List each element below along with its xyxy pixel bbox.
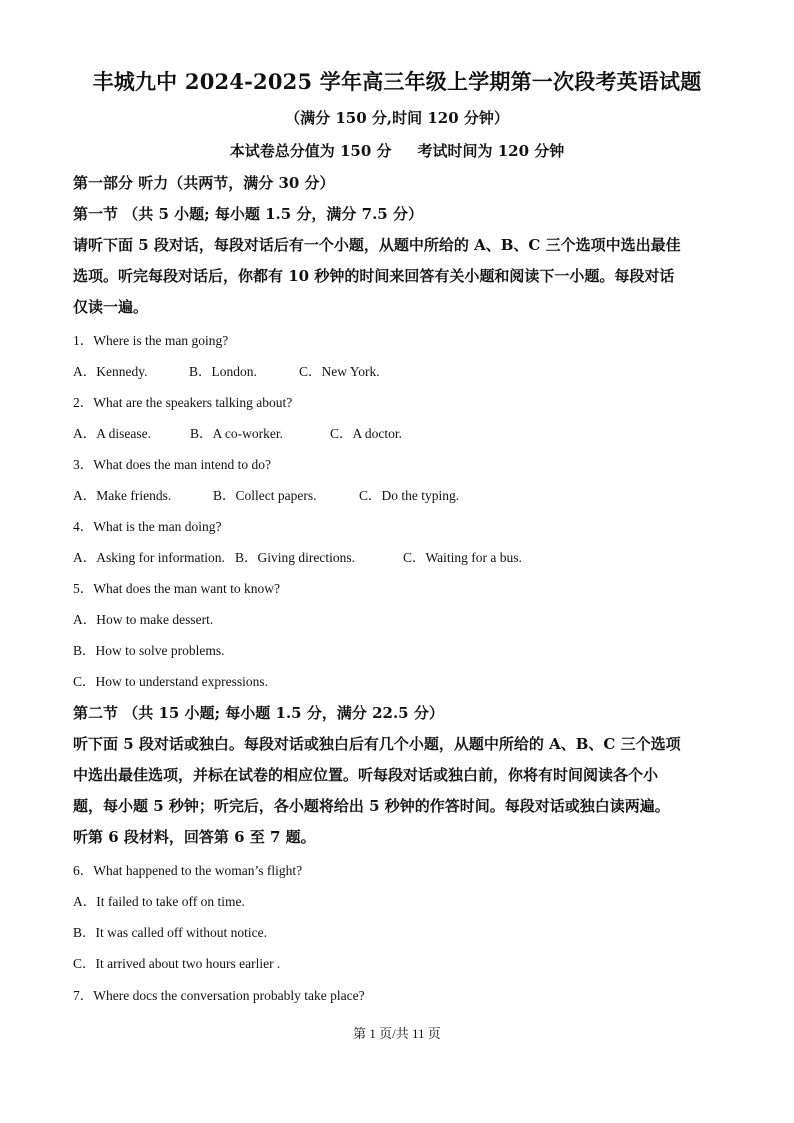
question-6-option-a[interactable]: A．It failed to take off on time. — [73, 894, 245, 909]
section2-instructions-line4: 听第 6 段材料，回答第 6 至 7 题。 — [73, 828, 316, 846]
exam-info — [0, 140, 794, 161]
question-5-option-b[interactable]: B．How to solve problems. — [73, 643, 225, 658]
question-4-option-b[interactable]: B．Giving directions. — [235, 550, 355, 565]
section1-instructions-line2: 选项。听完每段对话后，你都有 10 秒钟的时间来回答有关小题和阅读下一小题。每段对话 — [73, 267, 675, 285]
question-2-stem: 2．What are the speakers talking about? — [73, 395, 293, 410]
question-4-options — [73, 546, 522, 566]
question-6-option-b[interactable]: B．It was called off without notice. — [73, 925, 267, 940]
question-3-stem: 3．What does the man intend to do? — [73, 457, 271, 472]
total-score: 本试卷总分值为 150 分 — [229, 142, 392, 160]
section1-instructions-line3: 仅读一遍。 — [73, 298, 149, 316]
question-3-option-a[interactable]: A．Make friends. — [73, 488, 172, 503]
question-1-option-a[interactable]: A．Kennedy. — [73, 364, 148, 379]
question-4-option-c[interactable]: C．Waiting for a bus. — [403, 550, 522, 565]
question-1-stem: 1．Where is the man going? — [73, 333, 229, 348]
part1-heading: 第一部分 听力（共两节，满分 30 分） — [73, 174, 335, 192]
question-1-option-b[interactable]: B．London. — [189, 364, 257, 379]
exam-subtitle: （满分 150 分,时间 120 分钟） — [285, 109, 509, 127]
section2-instructions-line1: 听下面 5 段对话或独白。每段对话或独白后有几个小题，从题中所给的 A、B、C 三个选项 — [73, 735, 681, 753]
section2-instructions-line2: 中选出最佳选项，并标在试卷的相应位置。听每段对话或独白前，你将有时间阅读各个小 — [73, 766, 659, 784]
section1-instructions-line1: 请听下面 5 段对话，每段对话后有一个小题，从题中所给的 A、B、C 三个选项中选出最佳 — [73, 236, 681, 254]
question-5-stem: 5．What does the man want to know? — [73, 581, 280, 596]
question-4-stem: 4．What is the man doing? — [73, 519, 222, 534]
section1-heading: 第一节 （共 5 小题; 每小题 1.5 分，满分 7.5 分） — [73, 205, 423, 223]
question-2-options — [73, 422, 402, 442]
section2-heading: 第二节 （共 15 小题; 每小题 1.5 分，满分 22.5 分） — [73, 704, 444, 722]
page-footer: 第 1 页/共 11 页 — [353, 1026, 441, 1041]
question-3-options — [73, 484, 459, 504]
question-1-option-c[interactable]: C．New York. — [299, 364, 380, 379]
question-6-stem: 6．What happened to the woman’s flight? — [73, 863, 303, 878]
question-1-options — [73, 360, 380, 380]
section2-instructions-line3: 题，每小题 5 秒钟；听完后，各小题将给出 5 秒钟的作答时间。每段对话或独白读两遍。 — [73, 797, 670, 815]
exam-title: 丰城九中 2024-2025 学年高三年级上学期第一次段考英语试题 — [92, 69, 702, 94]
question-7-stem: 7．Where docs the conversation probably take place? — [73, 988, 365, 1003]
exam-time: 考试时间为 120 分钟 — [417, 142, 565, 160]
question-4-option-a[interactable]: A．Asking for information. — [73, 550, 225, 565]
question-5-option-a[interactable]: A．How to make dessert. — [73, 612, 214, 627]
question-5-option-c[interactable]: C．How to understand expressions. — [73, 674, 268, 689]
question-6-option-c[interactable]: C．It arrived about two hours earlier . — [73, 956, 281, 971]
question-3-option-b[interactable]: B．Collect papers. — [213, 488, 317, 503]
question-2-option-b[interactable]: B．A co-worker. — [190, 426, 283, 441]
question-2-option-a[interactable]: A．A disease. — [73, 426, 151, 441]
question-3-option-c[interactable]: C．Do the typing. — [359, 488, 460, 503]
question-2-option-c[interactable]: C．A doctor. — [330, 426, 403, 441]
